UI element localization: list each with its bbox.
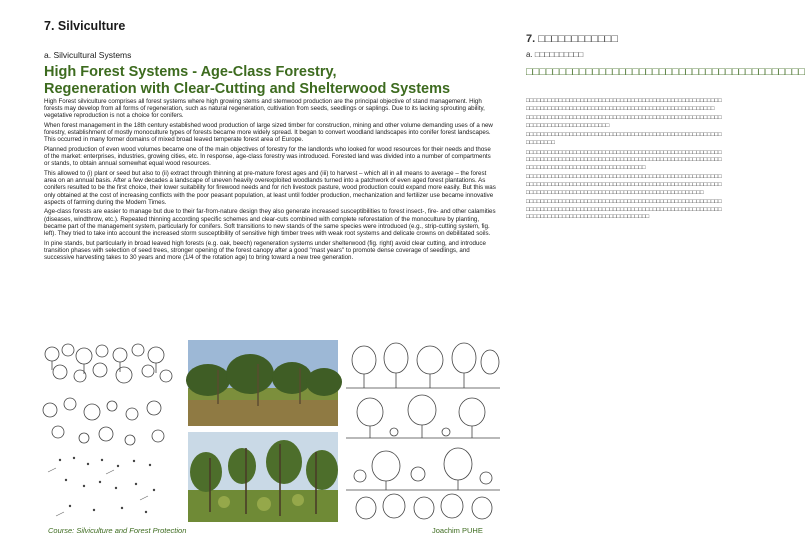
seedling-marks bbox=[59, 457, 155, 513]
right-column-title: □□□□□□□□□□□□□□□□□□□□□□□□□□□□□□□□□□□□□□□□□□ bbox=[526, 66, 805, 78]
page-title-line-1: High Forest Systems - Age-Class Forestry, bbox=[44, 64, 337, 80]
right-column-paragraph-1: □□□□□□□□□□□□□□□□□□□□□□□□□□□□□□□□□□□□□□□□□□□□□□□□□□□□□□□□□□□□□□□□□□□□□□□□□□□□□□□□□□□□□□□□□□□□□□□□□□□□□□□□□□ bbox=[526, 98, 722, 112]
tree-crowns-top bbox=[45, 344, 172, 383]
paragraph-5: Age-class forests are easier to manage but due to their far-from-nature design they also generate increased susceptibilities to forest insect-, fire- and other calamities (diseases, windthrow, etc.). Repeated thinning according specific schemes and clear-cuts combined with complete reforestation of the monoculture by planting, became part of the management system, particularly for conifers. Soft transitions to new stands of the same species were introduced (e.g., strip-cutting system, fig. left). They tried to take into account the increased storm susceptibility of sensitive high timber trees with weak root systems and delicate crowns on debilitated soils. bbox=[44, 208, 496, 238]
chapter-heading: 7. Silviculture bbox=[44, 19, 126, 33]
sketch-row-2 bbox=[357, 395, 485, 436]
page-title bbox=[44, 64, 484, 98]
paragraph-4: This allowed to (i) plant or seed but also to (ii) extract through thinning at pre-mature forest ages and (iii) to harvest – which all in all means to average – the forest area on an annual basis. After a few decades a landscape of uneven heavily overexploited woodlands turned into a patchwork of even aged forest plantations. As conifers resulted to be the first choice, their lower suitability for firewood needs and for rich livestock pasture, wood production could expand more easily. But this was only obtained at the cost of increasing conflicts with the poor peasant population, at least until fodder production, mechanization and fertilizer use became innovative aspects of farming during the Modern Times. bbox=[44, 170, 496, 206]
right-column-paragraph-3: □□□□□□□□□□□□□□□□□□□□□□□□□□□□□□□□□□□□□□□□□□□□□□□□□□□□□□□□□□□□□□ bbox=[526, 132, 722, 146]
paragraph-2: When forest management in the 18th century established wood production of large sized timber for construction, mining and other volume demanding uses of a new forestry, establishment of mostly monoculture types of forests became more widely spread. It began to convert woodland landscapes into conifer forest landscapes. This occurred in many former domains of mixed broad leaved temperate forest area of Europe. bbox=[44, 122, 493, 144]
right-column-section: a. □□□□□□□□□□ bbox=[526, 50, 584, 59]
section-heading: a. Silvicultural Systems bbox=[44, 50, 132, 60]
right-column-paragraph-5: □□□□□□□□□□□□□□□□□□□□□□□□□□□□□□□□□□□□□□□□□□□□□□□□□□□□□□□□□□□□□□□□□□□□□□□□□□□□□□□□□□□□□□□□□□□□□□□□□□□□□□□□□□□□□□□□□□□□□□□□□□□□□□□□□□□□□□□□□□□□□□□□□□□□□□□□□□□□□ bbox=[526, 174, 722, 196]
strip-cutting-sketch bbox=[40, 340, 178, 522]
figure-area bbox=[40, 340, 500, 522]
forest-photo-top bbox=[188, 340, 338, 426]
paragraph-3: Planned production of even wood volumes became one of the main objectives of forestry for the landlords who looked for wood resources for their needs and those of the market: enterprises, industries, growing cities, etc. In response, age-class forestry was introduced. Forested land was divided into a number of compartments or stands, to obtain annual somewhat equal wood resources. bbox=[44, 146, 491, 168]
paragraph-1: High Forest silviculture comprises all forest systems where high growing stems and stemwood production are the principal objective of stand management. High forests may develop from all forms of regeneration, such as natural regeneration, cultivation from seeds, seedlings or saplings. Due to its lacking sprouting ability, vegetative reproduction is not a choice for conifers. bbox=[44, 98, 485, 120]
footer-author: Joachim PUHE bbox=[432, 526, 483, 535]
forest-photo-bottom bbox=[188, 432, 338, 522]
hatch-strokes bbox=[48, 468, 148, 516]
right-column-chapter: 7. □□□□□□□□□□□□ bbox=[526, 33, 618, 45]
footer-course: Course: Silviculture and Forest Protection bbox=[48, 526, 187, 535]
body-text bbox=[44, 98, 496, 264]
sketch-row-3 bbox=[354, 448, 492, 484]
paragraph-6: In pine stands, but particularly in broad leaved high forests (e.g. oak, beech) regeneration systems under shelterwood (fig. right) avoid clear cutting, and introduce transition phases with selection of seed trees, stronger opening of the forest canopy after a good "mast years" to promote dense coverage of seedlings, and successive harvesting takes to 30 years and more (1/4 of the rotation age) to bring toward a new tree generation. bbox=[44, 239, 486, 262]
sketch-row-4 bbox=[356, 494, 492, 519]
right-column-paragraph-2: □□□□□□□□□□□□□□□□□□□□□□□□□□□□□□□□□□□□□□□□□□□□□□□□□□□□□□□□□□□□□□□□□□□□□□□□□□□□□ bbox=[526, 115, 722, 129]
right-column-paragraph-6: □□□□□□□□□□□□□□□□□□□□□□□□□□□□□□□□□□□□□□□□□□□□□□□□□□□□□□□□□□□□□□□□□□□□□□□□□□□□□□□□□□□□□□□□□□□□□□□□□□□□□□□□□□□□□□□□□□□□□□□□□□□□□□□□□□□□□□□□□□□□□□ bbox=[526, 199, 722, 221]
shelterwood-sketch bbox=[346, 340, 500, 522]
tree-crowns-mid bbox=[43, 398, 164, 445]
right-column-paragraph-4: □□□□□□□□□□□□□□□□□□□□□□□□□□□□□□□□□□□□□□□□□□□□□□□□□□□□□□□□□□□□□□□□□□□□□□□□□□□□□□□□□□□□□□□□□□□□□□□□□□□□□□□□□□□□□□□□□□□□□□□□□□□□□□□□□□□□□□□□□□□□□ bbox=[526, 149, 722, 171]
right-column-body bbox=[526, 98, 722, 224]
sketch-row-1 bbox=[352, 343, 499, 374]
page-title-line-2: Regeneration with Clear-Cutting and Shelterwood Systems bbox=[44, 81, 451, 97]
